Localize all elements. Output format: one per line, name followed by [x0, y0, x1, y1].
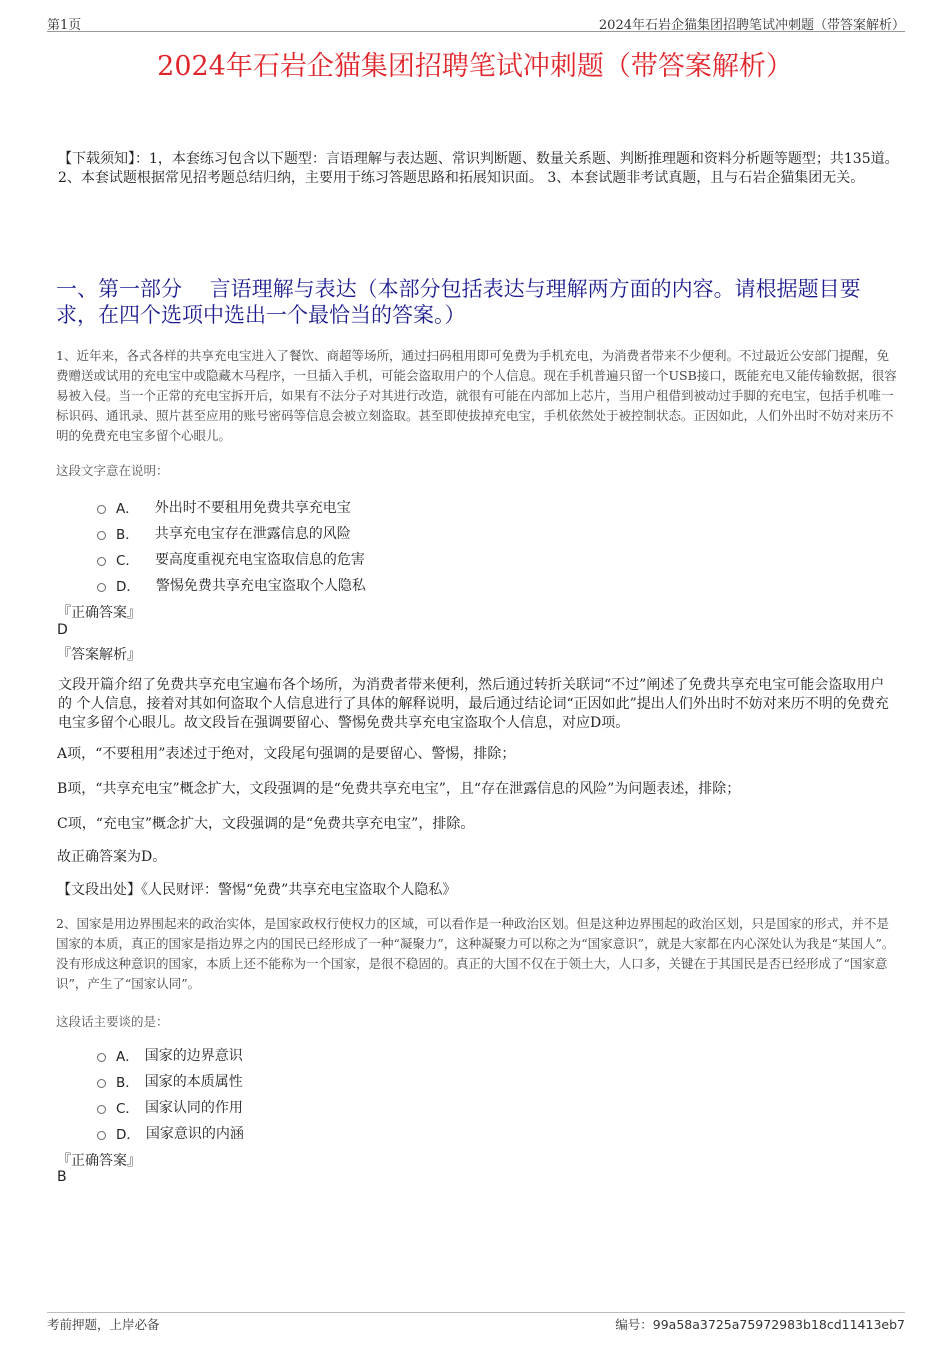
question-2-option-c[interactable]: C． 国家认同的作用 — [97, 1097, 243, 1117]
question-1-option-a[interactable]: A． 外出时不要租用免费共享充电宝 — [97, 497, 351, 517]
radio-icon[interactable] — [97, 505, 106, 514]
radio-icon[interactable] — [97, 1131, 106, 1140]
question-1-conclusion: 故正确答案为D。 — [57, 849, 167, 865]
question-1-analysis-label: 『答案解析』 — [57, 647, 141, 663]
page-title: 2024年石岩企猫集团招聘笔试冲刺题（带答案解析） — [157, 51, 793, 82]
question-2-option-a[interactable]: A． 国家的边界意识 — [97, 1045, 243, 1065]
question-1-analysis-b: B项，“共享充电宝”概念扩大，文段强调的是“免费共享充电宝”，且“存在泄露信息的风险”为问题表述，排除； — [57, 781, 741, 797]
radio-icon[interactable] — [97, 531, 106, 540]
question-1-source: 【文段出处】《人民财评：警惕“免费”共享充电宝盗取个人隐私》 — [57, 882, 457, 898]
page-number: 第1页 — [47, 18, 82, 33]
question-1-answer: D — [57, 622, 68, 638]
radio-icon[interactable] — [97, 557, 106, 566]
question-1-option-b[interactable]: B． 共享充电宝存在泄露信息的风险 — [97, 523, 351, 543]
header-divider — [47, 31, 905, 32]
question-1-analysis-summary: 文段开篇介绍了免费共享充电宝遍布各个场所，为消费者带来便利，然后通过转折关联词“不过”阐述了免费共享充电宝可能会盗取用户 的 个人信息，接着对其如何盗取个人信息进行了具体的解释说明，最后通过结论词“正因如此”提出人们外出时不妨对来历不明的免费充电宝多留个心眼儿。故文段旨在强调要留心、警惕免费共享充电宝盗取个人信息，对应D项。 — [58, 677, 889, 731]
footer-code: 编号：99a58a3725a75972983b18cd11413eb7 — [615, 1317, 905, 1332]
download-notice: 【下载须知】：1，本套练习包含以下题型：言语理解与表达题、常识判断题、数量关系题、判断推理题和资料分析题等题型；共135道。 2、本套试题根据常见招考题总结归纳，主要用于练习答题思路和拓展知识面。 3、本套试题非考试真题，且与石岩企猫集团无关。 — [58, 151, 899, 186]
question-2-option-b[interactable]: B． 国家的本质属性 — [97, 1071, 243, 1091]
radio-icon[interactable] — [97, 1053, 106, 1062]
question-1-analysis-c: C项，“充电宝”概念扩大，文段强调的是“免费共享充电宝”，排除。 — [57, 816, 475, 832]
question-2-prompt: 这段话主要谈的是： — [56, 1014, 169, 1029]
question-2-option-d[interactable]: D． 国家意识的内涵 — [97, 1123, 244, 1143]
radio-icon[interactable] — [97, 1079, 106, 1088]
header-doc-title: 2024年石岩企猫集团招聘笔试冲刺题（带答案解析） — [598, 18, 905, 33]
question-1-prompt: 这段文字意在说明： — [56, 463, 169, 478]
footer-slogan: 考前押题，上岸必备 — [47, 1317, 160, 1332]
question-1-text: 1、近年来，各式各样的共享充电宝进入了餐饮、商超等场所，通过扫码租用即可免费为手机充电，为消费者带来不少便利。不过最近公安部门提醒，免费赠送或试用的充电宝中或隐藏木马程序，一旦插入手机，可能会盗取用户的个人信息。现在手机普遍只留一个USB接口，既能充电又能传输数据，很容易被入侵。当一个正常的充电宝拆开后，如果有不法分子对其进行改造，就很有可能在内部加上芯片，当用户租借到被动过手脚的充电宝，包括手机唯一标识码、通讯录、照片甚至应用的账号密码等信息会被立刻盗取。甚至即使拔掉充电宝，手机依然处于被控制状态。正因如此，人们外出时不妨对来历不明的免费充电宝多留个心眼儿。 — [56, 348, 897, 443]
question-1-analysis-a: A项，“不要租用”表述过于绝对，文段尾句强调的是要留心、警惕，排除； — [57, 746, 516, 762]
question-1-option-c[interactable]: C． 要高度重视充电宝盗取信息的危害 — [97, 549, 365, 569]
radio-icon[interactable] — [97, 1105, 106, 1114]
question-1-option-d[interactable]: D． 警惕免费共享充电宝盗取个人隐私 — [97, 575, 366, 595]
question-2-text: 2、国家是用边界围起来的政治实体，是国家政权行使权力的区域，可以看作是一种政治区划。但是这种边界围起的政治区划，只是国家的形式，并不是国家的本质，真正的国家是指边界之内的国民已经形成了一种“凝聚力”，这种凝聚力可以称之为“国家意识”，就是大家都在内心深处认为我是“某国人”。没有形成这种意识的国家，本质上还不能称为一个国家，是很不稳固的。真正的大国不仅在于领土大，人口多，关键在于其国民是否已经形成了“国家意识”，产生了“国家认同”。 — [56, 916, 895, 991]
question-2-answer-label: 『正确答案』 — [57, 1153, 141, 1169]
question-1-answer-label: 『正确答案』 — [57, 605, 141, 621]
radio-icon[interactable] — [97, 583, 106, 592]
question-2-answer: B — [57, 1169, 67, 1185]
section-heading: 一、第一部分 言语理解与表达（本部分包括表达与理解两方面的内容。请根据题目要求，在四个选项中选出一个最恰当的答案。） — [56, 277, 861, 327]
footer-divider — [47, 1312, 905, 1313]
